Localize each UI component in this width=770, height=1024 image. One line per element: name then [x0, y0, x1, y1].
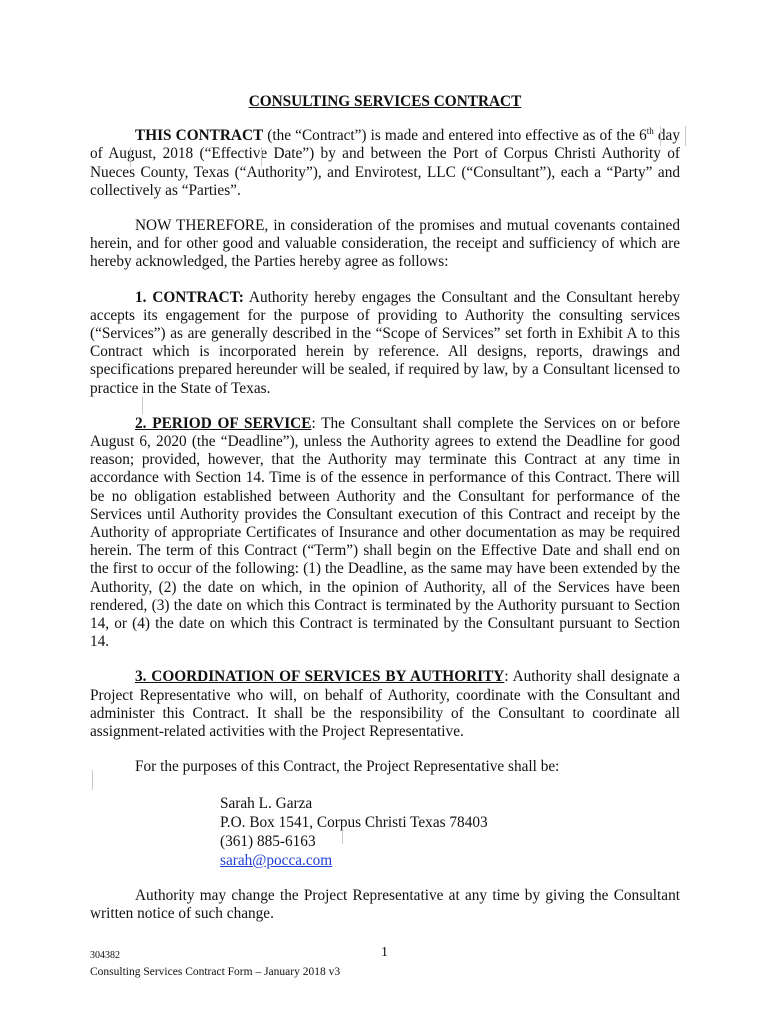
- now-therefore-paragraph: NOW THEREFORE, in consideration of the promises and mutual covenants contained herein, and for other good and valuable consideration, the receipt and sufficiency of which are hereby acknowledged, the Parties hereby agree as follows:: [90, 217, 680, 271]
- representative-address: P.O. Box 1541, Corpus Christi Texas 78403: [220, 813, 488, 831]
- form-field-marker: [685, 126, 686, 146]
- footer-document-id: 304382: [90, 950, 120, 961]
- representative-name: Sarah L. Garza: [220, 794, 313, 812]
- intro-sup: th: [646, 126, 654, 137]
- section-3-paragraph: [90, 668, 680, 741]
- section-3-text: : Authority shall designate a Project Representative who will, on behalf of Authority, coordinate with the Consultant and administer this Contract. It shall be the responsibility of the Consultant to coordinate all assignment-related activities with the Project Representative.: [90, 668, 680, 741]
- page-number: 1: [381, 945, 388, 960]
- section-2-paragraph: [90, 415, 680, 652]
- section-1-text: Authority hereby engages the Consultant and the Consultant hereby accepts its engagement for the purpose of providing to Authority the consulting services (“Services”) as are generally described in the “Scope of Services” set forth in Exhibit A to this Contract which is incorporated herein by reference. All designs, reports, drawings and specifications prepared hereunder will be sealed, if required by law, by a Consultant licensed to practice in the State of Texas.: [90, 288, 680, 397]
- document-page: [90, 93, 680, 940]
- project-representative-block: [220, 794, 680, 870]
- change-notice-paragraph: Authority may change the Project Representative at any time by giving the Consultant written notice of such change.: [90, 886, 680, 922]
- form-field-marker: [660, 126, 661, 146]
- section-2-text: : The Consultant shall complete the Services on or before August 6, 2020 (the “Deadline”), unless the Authority agrees to extend the Deadline for good reason; provided, however, that the Authority may terminate this Contract at any time in accordance with Section 14. Time is of the essence in performance of this Contract. There will be no obligation established between Authority and the Consultant for performance of the Services until Authority provides the Consultant execution of this Contract and receipt by the Authority of appropriate Certificates of Insurance and other documentation as may be required herein. The term of this Contract (“Term”) shall begin on the Effective Date and shall end on the first to occur of the following: (1) the Deadline, as the same may have been extended by the Authority, (2) the date on which, in the opinion of Authority, all of the Services have been rendered, (3) the date on which this Contract is terminated by the Authority pursuant to Section 14, or (4) the date on which this Contract is terminated by the Consultant pursuant to Section 14.: [90, 414, 680, 651]
- intro-text-a: (the “Contract”) is made and entered into effective as of the 6: [263, 127, 647, 145]
- form-field-marker: [261, 147, 262, 167]
- intro-paragraph: [90, 127, 680, 200]
- form-field-marker: [342, 824, 343, 844]
- representative-email-link[interactable]: sarah@pocca.com: [220, 851, 333, 869]
- form-field-marker: [92, 770, 93, 790]
- section-2-heading: 2. PERIOD OF SERVICE: [135, 414, 312, 432]
- for-purposes-paragraph: For the purposes of this Contract, the Project Representative shall be:: [135, 758, 560, 776]
- section-1-heading: 1. CONTRACT:: [135, 288, 244, 306]
- footer-form-name: Consulting Services Contract Form – January 2018 v3: [90, 966, 341, 978]
- form-field-marker: [130, 147, 131, 167]
- intro-lead: THIS CONTRACT: [135, 127, 264, 145]
- section-1-paragraph: [90, 289, 680, 398]
- form-field-marker: [142, 396, 143, 414]
- representative-phone: (361) 885-6163: [220, 832, 316, 850]
- document-title: CONSULTING SERVICES CONTRACT: [248, 93, 522, 110]
- intro-text-b: day of August, 2018 (“Effective Date”) by and between the Port of Corpus Christi Authority of Nueces County, Texas (“Authority”), and Envirotest, LLC (“Consultant”), each a “Party” and collectively as “Parties”.: [90, 127, 680, 199]
- section-3-heading: 3. COORDINATION OF SERVICES BY AUTHORITY: [135, 668, 505, 686]
